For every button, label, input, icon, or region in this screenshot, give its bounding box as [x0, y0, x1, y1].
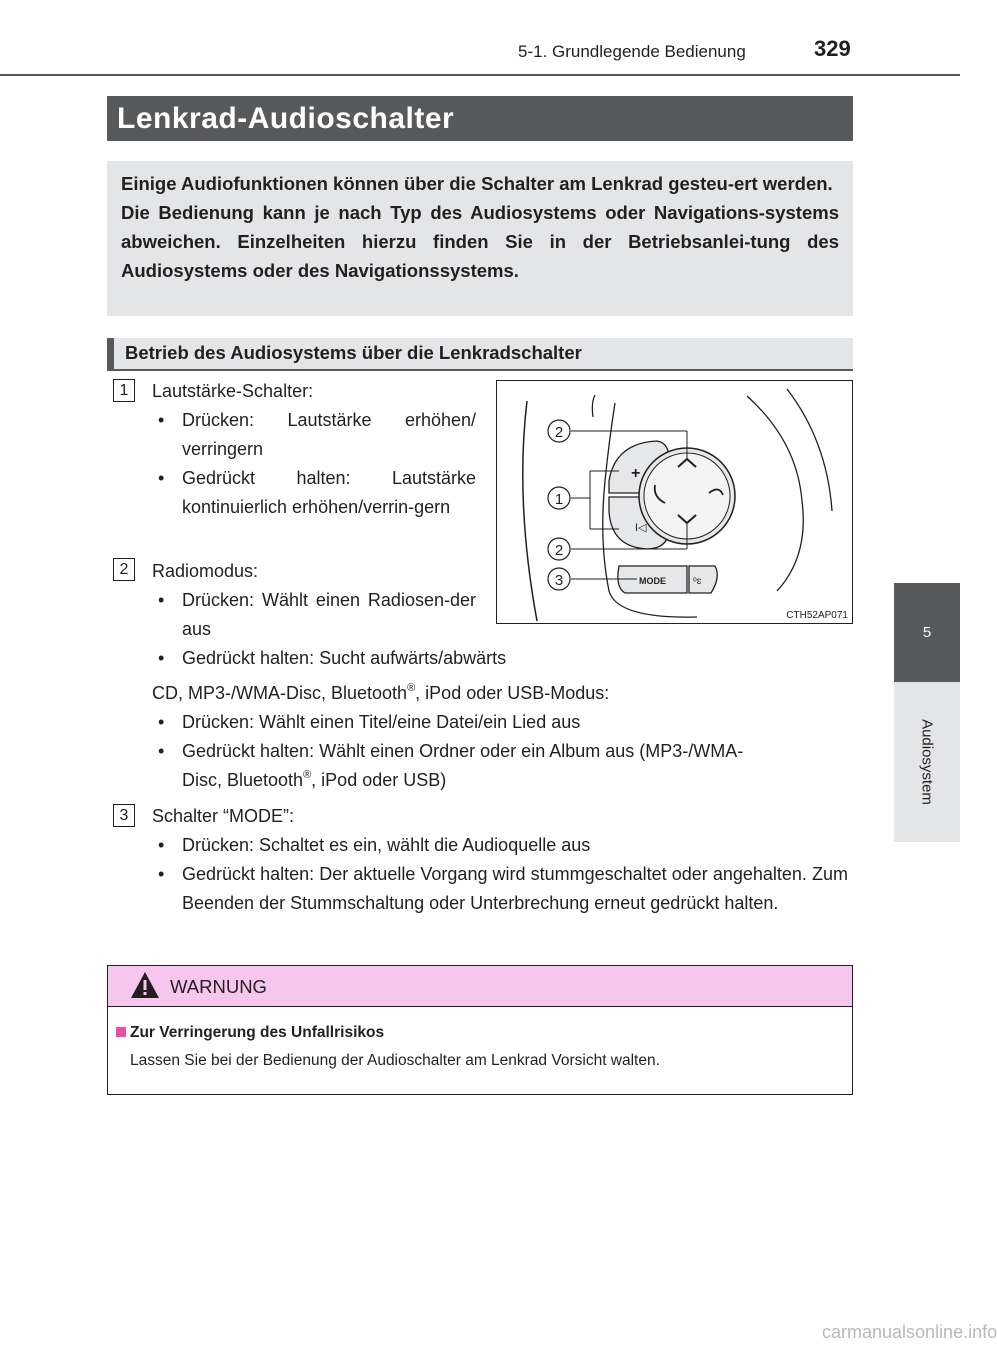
item-3-bullet-1: [158, 831, 848, 860]
item-1-bullet-1: [158, 406, 476, 464]
item-2-bullet-3: [158, 708, 848, 737]
intro-box: [107, 161, 853, 316]
item-2-sublabel: [152, 679, 609, 708]
callout-1: 1: [554, 491, 564, 508]
warning-marker: [116, 1027, 126, 1037]
item-2-label: Radiomodus:: [152, 561, 259, 581]
page-number: 329: [814, 36, 851, 61]
section-heading-text: Betrieb des Audiosystems über die Lenkradschalter: [125, 342, 582, 363]
item-1-bullet-2-text: Gedrückt halten: Lautstärke kontinuierlich erhöhen/verrin-gern: [182, 468, 476, 517]
warning-subtitle-text: Zur Verringerung des Unfallrisikos: [130, 1024, 385, 1041]
warning-subtitle: [116, 1024, 384, 1042]
warning-box: [107, 965, 853, 1095]
bullet-dot: •: [158, 590, 165, 610]
volume-plus-label: +: [631, 465, 641, 482]
bullet-dot: •: [158, 712, 165, 732]
registered-mark: ®: [407, 682, 416, 694]
item-2-bullet-4: [158, 737, 848, 795]
page-title: Lenkrad-Audioschalter: [107, 96, 853, 141]
header-rule: [0, 74, 960, 76]
bullet-dot: •: [158, 468, 165, 488]
item-3-label: Schalter “MODE”:: [152, 806, 295, 826]
chapter-tab: [894, 682, 960, 842]
mode-button-label: MODE: [639, 576, 666, 586]
svg-text:I◁: I◁: [635, 522, 647, 534]
item-3-bullet-1-text: Drücken: Schaltet es ein, wählt die Audioquelle aus: [182, 835, 591, 855]
intro-paragraph-1: Einige Audiofunktionen können über die Schalter am Lenkrad gesteu-ert werden.: [121, 173, 833, 194]
item-2-bullet-2: [158, 644, 848, 673]
item-2-bullet-4-line-2b: , iPod oder USB): [311, 770, 447, 790]
item-1-label: Lautstärke-Schalter:: [152, 381, 314, 401]
item-1-bullet-2: [158, 464, 476, 551]
chapter-tab-number: 5: [894, 583, 960, 682]
registered-mark: ®: [303, 769, 312, 781]
bullet-dot: •: [158, 741, 165, 761]
item-2-bullet-4-text: [182, 737, 848, 795]
steering-switch-figure: [496, 380, 853, 624]
figure-code: CTH52AP071: [786, 610, 848, 621]
section-heading-marker: [107, 338, 114, 369]
item-3-bullet-2-text: Gedrückt halten: Der aktuelle Vorgang wird stummgeschaltet oder angehalten. Zum Beenden der Stummschaltung oder Unterbrechung erneut gedrückt halten.: [182, 864, 848, 913]
intro-paragraph-2: Die Bedienung kann je nach Typ des Audiosystems oder Navigations-systems abweichen. Einzelheiten hierzu finden Sie in der Betriebsanlei-tung des Audiosystems oder des Navigationssystems.: [121, 202, 839, 281]
item-2-sublabel-b: , iPod oder USB-Modus:: [415, 683, 610, 703]
warning-text: Lassen Sie bei der Bedienung der Audioschalter am Lenkrad Vorsicht walten.: [130, 1052, 660, 1069]
item-2-bullet-1-text: Drücken: Wählt einen Radiosen-der aus: [182, 590, 476, 639]
bullet-dot: •: [158, 410, 165, 430]
steering-switch-illustration: [497, 381, 852, 623]
item-3-bullet-2: [158, 860, 848, 947]
warning-header: [108, 966, 852, 1007]
bullet-dot: •: [158, 864, 165, 884]
chapter-tab-label: Audiosystem: [918, 719, 936, 805]
bullet-dot: •: [158, 835, 165, 855]
item-2-bullet-2-text: Gedrückt halten: Sucht aufwärts/abwärts: [182, 648, 507, 668]
item-2-bullet-4-line-1: Gedrückt halten: Wählt einen Ordner oder ein Album aus (MP3-/WMA-: [182, 741, 744, 761]
item-number-3: 3: [113, 804, 135, 827]
section-heading: [107, 338, 853, 371]
running-header-section: 5-1. Grundlegende Bedienung: [518, 42, 746, 61]
warning-title: WARNUNG: [170, 976, 267, 997]
item-2-bullet-1: [158, 586, 476, 644]
item-1-bullet-1-text: Drücken: Lautstärke erhöhen/ verringern: [182, 410, 476, 459]
callout-3: 3: [554, 572, 564, 589]
item-number-2: 2: [113, 558, 135, 581]
bullet-dot: •: [158, 648, 165, 668]
callout-2-bottom: 2: [554, 542, 564, 559]
watermark: carmanualsonline.info: [822, 1322, 997, 1342]
warning-triangle-icon: [130, 970, 160, 1000]
item-2-bullet-3-text: Drücken: Wählt einen Titel/eine Datei/ein Lied aus: [182, 712, 581, 732]
item-2-bullet-4-line-2a: Disc, Bluetooth: [182, 770, 304, 790]
svg-text:ᵒɛ: ᵒɛ: [693, 576, 702, 587]
item-number-1: 1: [113, 379, 135, 402]
callout-2-top: 2: [554, 424, 564, 441]
item-2-sublabel-a: CD, MP3-/WMA-Disc, Bluetooth: [152, 683, 408, 703]
